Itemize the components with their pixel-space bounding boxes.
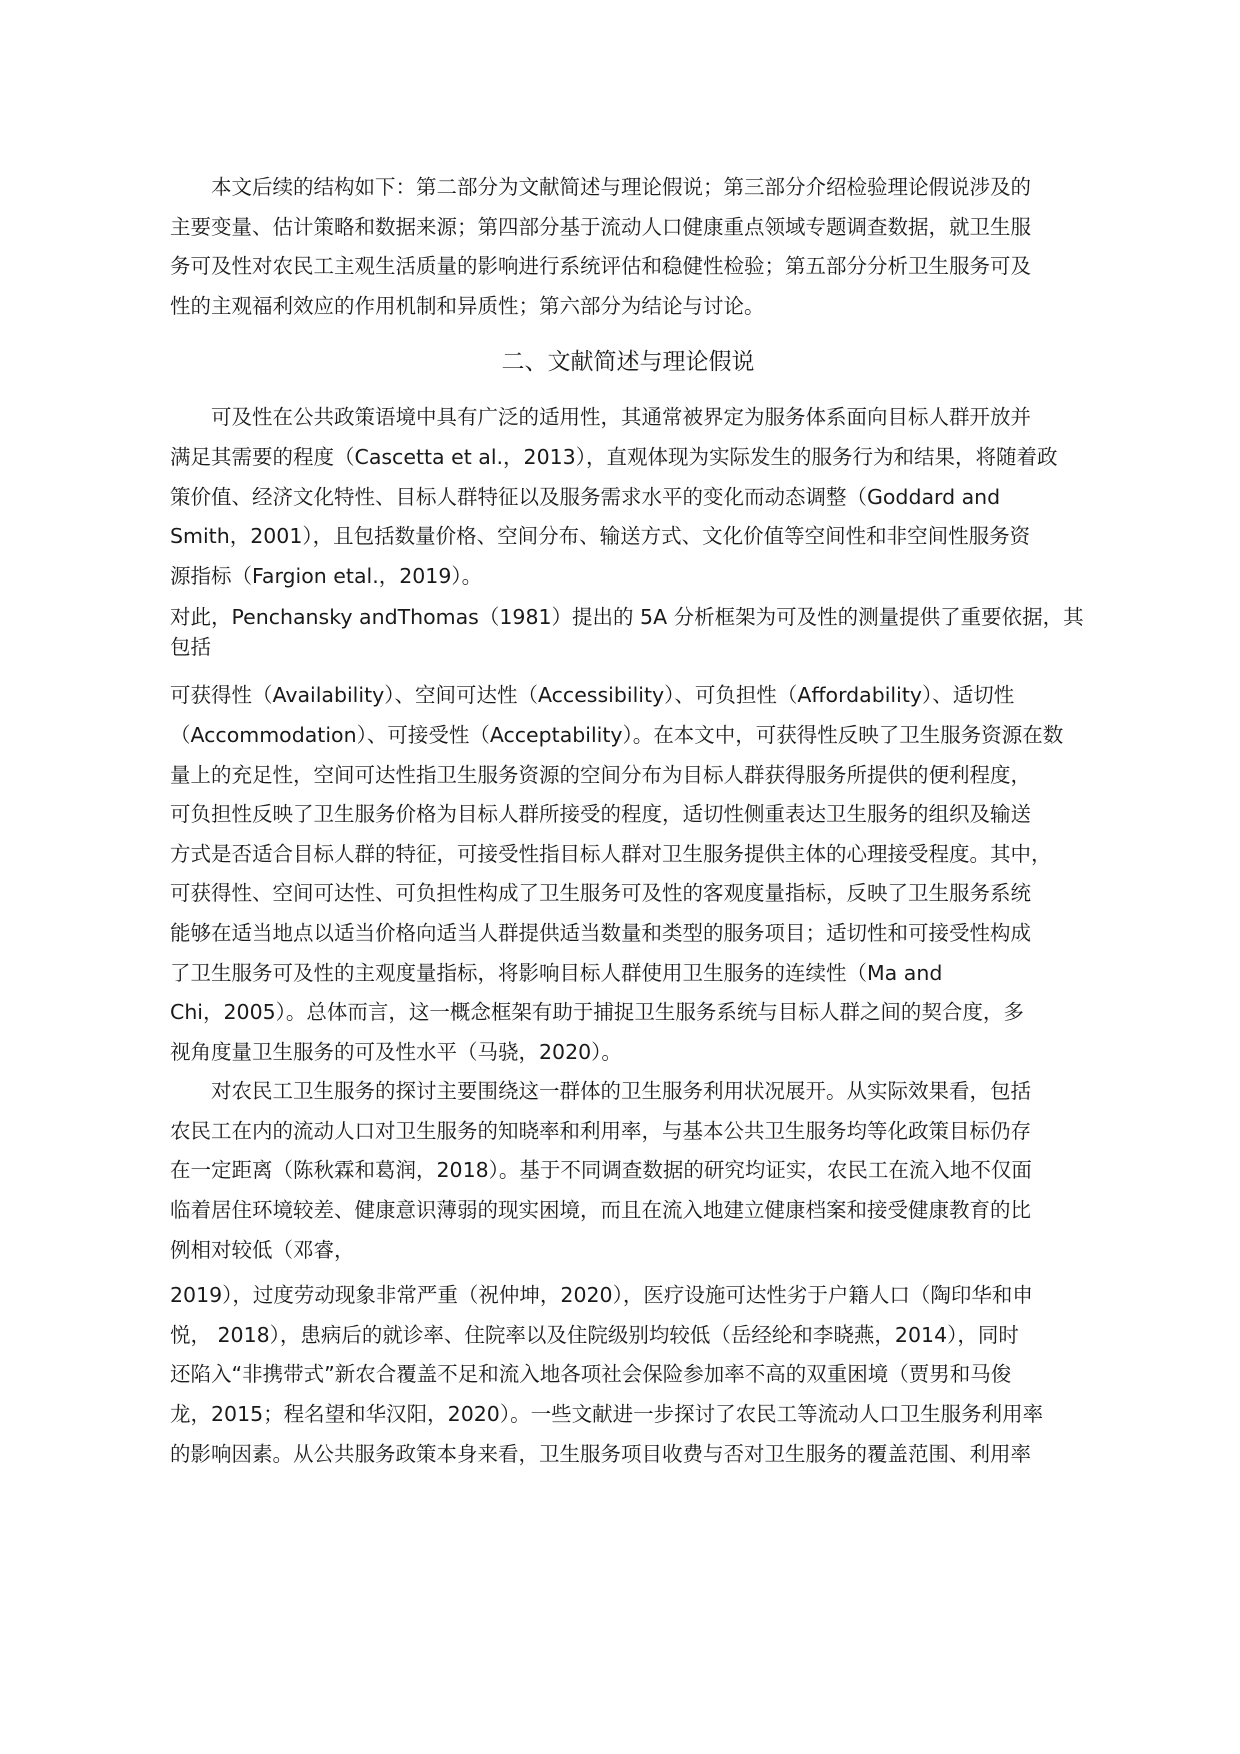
paragraph-migrant-health-services bbox=[170, 1072, 1086, 1270]
text-line: 策价值、经济文化特性、目标人群特征以及服务需求水平的变化而动态调整（Goddard and bbox=[170, 484, 1001, 509]
text-line: 的影响因素。从公共服务政策本身来看，卫生服务项目收费与否对卫生服务的覆盖范围、利用率 bbox=[170, 1441, 1031, 1466]
paragraph-5a-framework-intro bbox=[170, 602, 1086, 662]
text-line: 可获得性（Availability）、空间可达性（Accessibility）、可负担性（Affordability）、适切性 bbox=[170, 683, 1015, 708]
text-line: 满足其需要的程度（Cascetta et al.，2013），直观体现为实际发生的服务行为和结果，将随着政 bbox=[170, 444, 1058, 469]
text-line: 主要变量、估计策略和数据来源；第四部分基于流动人口健康重点领域专题调查数据，就卫生服 bbox=[170, 214, 1031, 239]
text-line: 方式是否适合目标人群的特征，可接受性指目标人群对卫生服务提供主体的心理接受程度。其中， bbox=[170, 841, 1052, 866]
text-line: 例相对较低（邓睿， bbox=[170, 1237, 355, 1262]
text-line: 视角度量卫生服务的可及性水平（马骁，2020）。 bbox=[170, 1039, 622, 1064]
text-line: 务可及性对农民工主观生活质量的影响进行系统评估和稳健性检验；第五部分分析卫生服务可及 bbox=[170, 254, 1031, 279]
text-line: Chi，2005）。总体而言，这一概念框架有助于捕捉卫生服务系统与目标人群之间的契合度，多 bbox=[170, 1000, 1024, 1025]
document-page bbox=[170, 168, 1086, 1474]
text-line: 可及性在公共政策语境中具有广泛的适用性，其通常被界定为服务体系面向目标人群开放并 bbox=[211, 405, 1031, 430]
text-line: 2019），过度劳动现象非常严重（祝仲坤，2020），医疗设施可达性劣于户籍人口（陶印华和申 bbox=[170, 1283, 1033, 1308]
text-line: 龙，2015；程名望和华汉阳，2020）。一些文献进一步探讨了农民工等流动人口卫生服务利用率 bbox=[170, 1402, 1044, 1427]
text-line: 农民工在内的流动人口对卫生服务的知晓率和利用率，与基本公共卫生服务均等化政策目标仍存 bbox=[170, 1118, 1031, 1143]
text-line: 可负担性反映了卫生服务价格为目标人群所接受的程度，适切性侧重表达卫生服务的组织及输送 bbox=[170, 802, 1031, 827]
text-line: 还陷入“非携带式”新农合覆盖不足和流入地各项社会保险参加率不高的双重困境（贾男和马俊 bbox=[170, 1362, 1012, 1387]
text-line: 对此，Penchansky andThomas（1981）提出的 5A 分析框架为可及性的测量提供了重要依据，其 bbox=[170, 605, 1084, 630]
text-line: 对农民工卫生服务的探讨主要围绕这一群体的卫生服务利用状况展开。从实际效果看，包括 bbox=[211, 1079, 1031, 1104]
text-line: 可获得性、空间可达性、可负担性构成了卫生服务可及性的客观度量指标，反映了卫生服务系统 bbox=[170, 881, 1031, 906]
paragraph-migrant-health-continued bbox=[170, 1276, 1086, 1474]
text-line: 临着居住环境较差、健康意识薄弱的现实困境，而且在流入地建立健康档案和接受健康教育的比 bbox=[170, 1198, 1031, 1223]
text-line: 性的主观福利效应的作用机制和异质性；第六部分为结论与讨论。 bbox=[170, 293, 765, 318]
section-heading: 二、文献简述与理论假说 bbox=[501, 349, 755, 376]
text-line: 悦， 2018），患病后的就诊率、住院率以及住院级别均较低（岳经纶和李晓燕，2014），同时 bbox=[170, 1322, 1019, 1347]
paragraph-5a-framework bbox=[170, 676, 1086, 1072]
text-line: 了卫生服务可及性的主观度量指标，将影响目标人群使用卫生服务的连续性（Ma and bbox=[170, 960, 943, 985]
paragraph-accessibility-definition bbox=[170, 398, 1086, 596]
text-line: 源指标（Fargion etal.，2019）。 bbox=[170, 563, 483, 588]
text-line: 本文后续的结构如下：第二部分为文献简述与理论假说；第三部分介绍检验理论假说涉及的 bbox=[211, 175, 1031, 199]
text-line: 量上的充足性，空间可达性指卫生服务资源的空间分布为目标人群获得服务所提供的便利程度， bbox=[170, 762, 1031, 787]
text-line: （Accommodation）、可接受性（Acceptability）。在本文中，可获得性反映了卫生服务资源在数 bbox=[170, 722, 1064, 747]
text-line: 在一定距离（陈秋霖和葛润，2018）。基于不同调查数据的研究均证实，农民工在流入地不仅面 bbox=[170, 1158, 1032, 1183]
text-line: 能够在适当地点以适当价格向适当人群提供适当数量和类型的服务项目；适切性和可接受性构成 bbox=[170, 920, 1031, 945]
text-line: 包括 bbox=[170, 635, 211, 660]
paragraph-structure bbox=[170, 168, 1086, 326]
text-line: Smith，2001），且包括数量价格、空间分布、输送方式、文化价值等空间性和非空间性服务资 bbox=[170, 524, 1031, 549]
